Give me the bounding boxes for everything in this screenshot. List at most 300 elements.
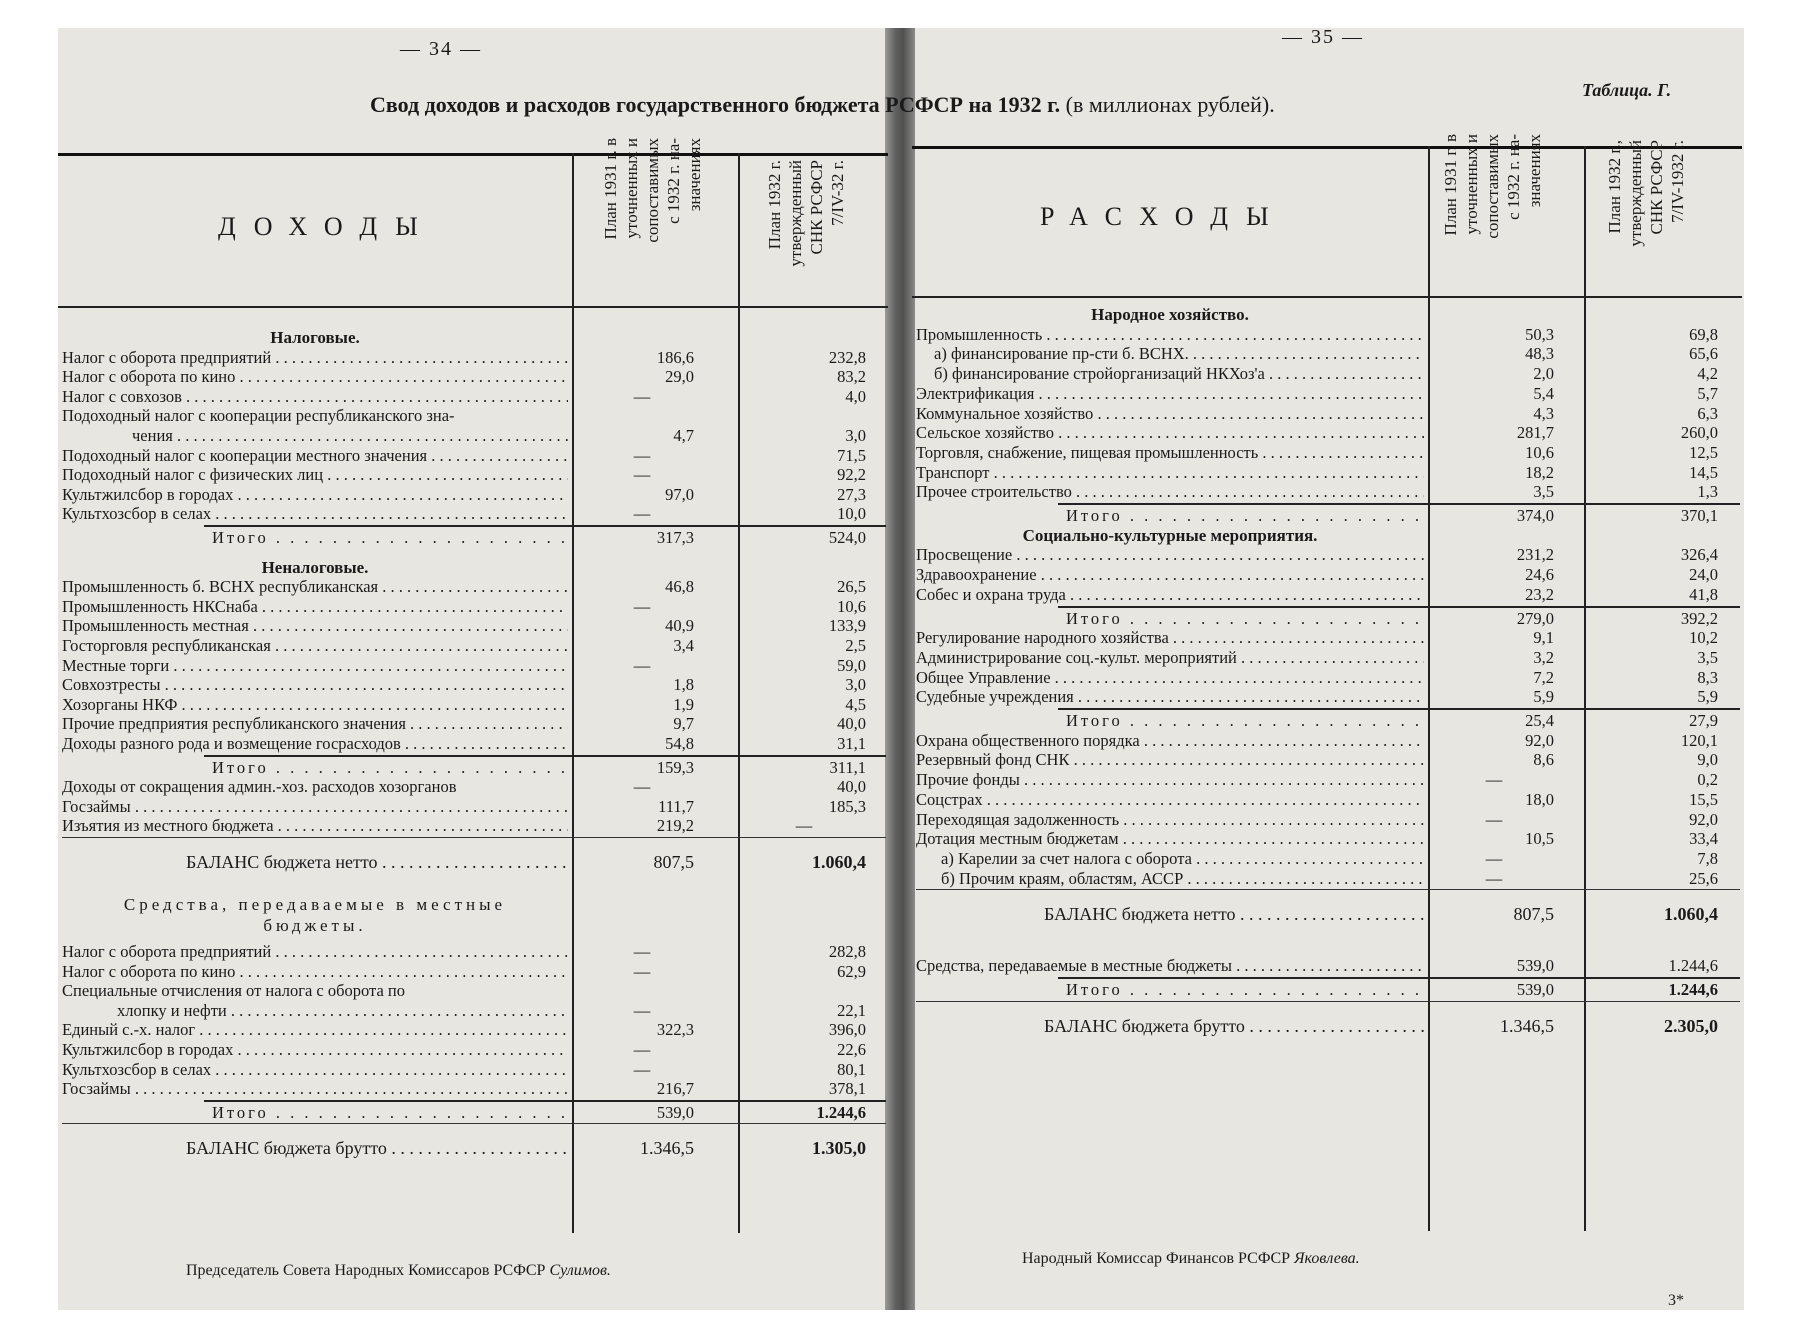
value-plan-1931: 8,6 (1533, 750, 1554, 770)
row-label: Прочие фонды . . . (916, 770, 1424, 790)
table-row (916, 482, 1740, 502)
table-row (62, 636, 886, 656)
row-label: Итого . . . (1066, 980, 1424, 1000)
value-plan-1932: 1,3 (1697, 482, 1718, 502)
right-col2-header-line: утвержденный (1626, 140, 1645, 247)
value-plan-1931: 9,7 (673, 714, 694, 734)
value-plan-1932: 15,5 (1689, 789, 1718, 809)
value-plan-1931: — (633, 961, 651, 981)
row-label: Администрирование соц.-культ. мероприятий . . . (916, 648, 1424, 668)
table-row (916, 829, 1740, 849)
table-row (916, 344, 1740, 364)
row-label: Промышленность местная . . . (62, 616, 568, 636)
table-row (916, 731, 1740, 751)
value-plan-1931: 24,6 (1525, 565, 1554, 585)
row-label: Переходящая задолженность . . . (916, 810, 1424, 830)
value-plan-1931: 317,3 (656, 528, 694, 547)
value-plan-1932: 92,2 (837, 465, 866, 485)
value-plan-1931: 3,4 (673, 636, 694, 655)
balance-row (916, 904, 1740, 924)
table-row (62, 504, 886, 524)
table-row (62, 675, 886, 695)
table-row (62, 942, 886, 962)
total-row (916, 609, 1740, 629)
left-col1-header-line: значениях (685, 138, 704, 212)
value-plan-1931: 18,2 (1525, 462, 1554, 482)
table-row (62, 1040, 886, 1060)
table-row (62, 1020, 886, 1040)
right-col2-header-line: 7/IV-1932 г. (1668, 140, 1687, 223)
value-plan-1931: 29,0 (665, 367, 694, 387)
table-row (62, 465, 886, 485)
row-label: Итого . . . (1066, 506, 1424, 526)
row-label: Культхозсбор в селах . . . (62, 504, 568, 524)
value-plan-1931: 1,8 (673, 675, 694, 695)
row-label: Доходы от сокращения админ.-хоз. расходов хозорганов (62, 777, 457, 797)
row-label: Сельское хозяйство . . . (916, 423, 1424, 443)
value-plan-1931: 216,7 (656, 1079, 694, 1099)
value-plan-1931: 9,1 (1533, 628, 1554, 648)
total-rule (204, 525, 886, 527)
balance-row (62, 1138, 886, 1158)
value-plan-1932: 3,0 (845, 426, 866, 445)
table-row (62, 406, 886, 426)
table-row (916, 790, 1740, 810)
table-row (916, 423, 1740, 443)
row-label: хлопку и нефти . . . (117, 1001, 568, 1021)
row-label: Итого . . . (212, 528, 568, 548)
value-plan-1932: 524,0 (828, 528, 866, 547)
value-plan-1932: 12,5 (1689, 442, 1718, 462)
value-plan-1931: 7,2 (1533, 667, 1554, 687)
value-plan-1932: 65,6 (1689, 344, 1718, 364)
row-label: Здравоохранение . . . (916, 565, 1424, 585)
value-plan-1931: 23,2 (1525, 584, 1554, 604)
row-label: Общее Управление . . . (916, 668, 1424, 688)
row-label: Налог с оборота предприятий . . . (62, 348, 568, 368)
value-plan-1932: 4,0 (845, 386, 866, 406)
left-col1-header-line: сопоставимых (643, 138, 662, 243)
value-plan-1931: 111,7 (658, 796, 694, 816)
value-plan-1931: — (1485, 770, 1503, 790)
row-label: Прочее строительство . . . (916, 482, 1424, 502)
right-col1-header-line: План 1931 г. в (1441, 134, 1460, 236)
table-row (62, 777, 886, 797)
value-plan-1931: — (633, 1040, 651, 1059)
value-plan-1932: 185,3 (828, 796, 866, 816)
table-row (62, 426, 886, 446)
value-plan-1932: 5,9 (1697, 687, 1718, 707)
value-plan-1932: 396,0 (828, 1020, 866, 1040)
row-label: а) финансирование пр-сти б. ВСНХ. . . . (934, 344, 1424, 364)
value-plan-1932: 31,1 (837, 734, 866, 753)
table-row (916, 384, 1740, 404)
balance-row (62, 852, 886, 872)
table-row (916, 404, 1740, 424)
value-plan-1931: 10,6 (1525, 442, 1554, 462)
value-plan-1932: 24,0 (1689, 565, 1718, 585)
value-plan-1931: 48,3 (1525, 344, 1554, 364)
row-label: Коммунальное хозяйство . . . (916, 404, 1424, 424)
value-plan-1932: 8,3 (1697, 667, 1718, 687)
value-plan-1931: 25,4 (1525, 711, 1554, 730)
table-row (62, 367, 886, 387)
value-plan-1932: 25,6 (1689, 868, 1718, 888)
value-plan-1931: 54,8 (665, 734, 694, 753)
value-plan-1931: 1,9 (673, 694, 694, 714)
value-plan-1932: 9,0 (1697, 750, 1718, 770)
left-col2-header-line: утвержденный (786, 160, 805, 267)
row-label: Транспорт . . . (916, 463, 1424, 483)
value-plan-1932: 1.060,4 (1664, 904, 1718, 925)
value-plan-1932: — (795, 816, 813, 836)
table-row (62, 446, 886, 466)
table-row (62, 962, 886, 982)
footer-right-signature: Яковлева. (1294, 1250, 1360, 1267)
value-plan-1931: 374,0 (1516, 506, 1554, 525)
value-plan-1932: 370,1 (1680, 506, 1718, 525)
value-plan-1932: 6,3 (1697, 403, 1718, 423)
table-row (916, 770, 1740, 790)
left-col1-header-line: уточненных и (622, 138, 641, 239)
value-plan-1931: 539,0 (656, 1102, 694, 1122)
row-label: Промышленность . . . (916, 325, 1424, 345)
value-plan-1932: 62,9 (837, 961, 866, 981)
value-plan-1931: — (633, 942, 651, 961)
table-row (916, 628, 1740, 648)
value-plan-1931: — (633, 1059, 651, 1079)
value-plan-1932: 14,5 (1689, 462, 1718, 482)
value-plan-1932: 27,3 (837, 484, 866, 504)
value-plan-1932: 120,1 (1680, 730, 1718, 750)
total-row (62, 528, 886, 548)
footer-left-text: Председатель Совета Народных Комиссаров РСФСР (186, 1262, 546, 1279)
right-header-rule (912, 296, 1742, 298)
value-plan-1931: 3,5 (1533, 482, 1554, 502)
table-row (916, 750, 1740, 770)
value-plan-1932: 5,7 (1697, 383, 1718, 403)
balance-rule (62, 837, 886, 838)
row-label: Промышленность НКСнаба . . . (62, 597, 568, 617)
row-label: БАЛАНС бюджета нетто . . . (1044, 904, 1424, 924)
value-plan-1931: 4,3 (1533, 403, 1554, 423)
table-row (62, 816, 886, 836)
table-row (916, 849, 1740, 869)
total-row (916, 506, 1740, 526)
table-row (62, 387, 886, 407)
section-heading: Налоговые. (270, 328, 360, 347)
value-plan-1931: — (1485, 848, 1503, 868)
value-plan-1931: 46,8 (665, 577, 694, 597)
section-heading: Неналоговые. (261, 557, 369, 577)
table-row (916, 668, 1740, 688)
value-plan-1932: 59,0 (837, 655, 866, 675)
value-plan-1931: 10,5 (1525, 829, 1554, 849)
value-plan-1932: 1.244,6 (816, 1102, 866, 1122)
section-heading: Народное хозяйство. (1091, 305, 1249, 324)
value-plan-1932: 33,4 (1689, 829, 1718, 849)
value-plan-1931: — (633, 386, 651, 406)
value-plan-1931: 1.346,5 (640, 1138, 694, 1159)
row-label: Культжилсбор в городах . . . (62, 1040, 568, 1060)
table-row (62, 577, 886, 597)
row-label: чения . . . (132, 426, 568, 446)
value-plan-1931: 2,0 (1533, 364, 1554, 384)
value-plan-1932: 10,6 (837, 596, 866, 616)
row-label: Госзаймы . . . (62, 1079, 568, 1099)
balance-rule (916, 889, 1740, 890)
table-row (916, 585, 1740, 605)
footer-right (1022, 1250, 1360, 1268)
row-label: Собес и охрана труда . . . (916, 585, 1424, 605)
value-plan-1931: 539,0 (1516, 956, 1554, 976)
value-plan-1931: — (633, 445, 651, 465)
value-plan-1932: 392,2 (1680, 608, 1718, 628)
value-plan-1931: 3,2 (1533, 647, 1554, 667)
value-plan-1932: 80,1 (837, 1059, 866, 1079)
row-label: б) Прочим краям, областям, АССР . . . (941, 869, 1424, 889)
value-plan-1931: — (633, 655, 651, 675)
value-plan-1931: 219,2 (656, 816, 694, 836)
total-row (916, 711, 1740, 731)
right-col1-header-line: сопоставимых (1483, 134, 1502, 239)
table-row (916, 545, 1740, 565)
total-rule (1058, 708, 1740, 710)
right-col2-header-line: СНК РСФСР (1647, 140, 1666, 235)
row-label: Просвещение . . . (916, 545, 1424, 565)
value-plan-1931: — (633, 465, 651, 485)
value-plan-1932: 40,0 (837, 777, 866, 797)
value-plan-1932: 41,8 (1689, 584, 1718, 604)
balance-row (916, 1016, 1740, 1036)
table-row (62, 1001, 886, 1021)
row-label: БАЛАНС бюджета брутто . . . (1044, 1016, 1424, 1036)
row-label: Культжилсбор в городах . . . (62, 485, 568, 505)
table-row (916, 956, 1740, 976)
value-plan-1931: — (1485, 809, 1503, 829)
value-plan-1931: 807,5 (653, 852, 694, 872)
value-plan-1932: 69,8 (1689, 324, 1718, 344)
row-label: Госзаймы . . . (62, 797, 568, 817)
value-plan-1932: 133,9 (828, 616, 866, 636)
row-label: Промышленность б. ВСНХ республиканская . . . (62, 577, 568, 597)
title-unit: (в миллионах рублей). (1065, 92, 1275, 117)
value-plan-1931: 322,3 (656, 1020, 694, 1040)
table-row (916, 869, 1740, 889)
right-col1-header-line: значениях (1525, 134, 1544, 208)
table-row (62, 695, 886, 715)
table-row (62, 616, 886, 636)
table-row (916, 648, 1740, 668)
table-row (62, 1060, 886, 1080)
value-plan-1932: 26,5 (837, 577, 866, 597)
table-row (916, 810, 1740, 830)
row-label: Культхозсбор в селах . . . (62, 1060, 568, 1080)
row-label: Итого . . . (1066, 711, 1424, 731)
row-label: Охрана общественного порядка . . . (916, 731, 1424, 751)
left-col1-header-line: с 1932 г. на- (664, 138, 683, 224)
value-plan-1932: 22,1 (837, 1000, 866, 1020)
row-label: Резервный фонд СНК . . . (916, 750, 1424, 770)
value-plan-1931: 5,4 (1533, 383, 1554, 403)
value-plan-1932: 1.305,0 (812, 1138, 866, 1159)
value-plan-1931: 281,7 (1516, 423, 1554, 443)
row-label: Налог с совхозов . . . (62, 387, 568, 407)
value-plan-1932: 0,2 (1697, 770, 1718, 790)
row-label: БАЛАНС бюджета брутто . . . (186, 1138, 568, 1158)
row-label: Дотация местным бюджетам . . . (916, 829, 1424, 849)
footer-left (186, 1262, 611, 1280)
value-plan-1931: 97,0 (665, 484, 694, 504)
value-plan-1932: 1.244,6 (1668, 980, 1718, 999)
row-label: Госторговля республиканская . . . (62, 636, 568, 656)
table-row (62, 797, 886, 817)
row-label: Подоходный налог с физических лиц . . . (62, 465, 568, 485)
row-label: Электрификация . . . (916, 384, 1424, 404)
row-label: Итого . . . (1066, 609, 1424, 629)
value-plan-1932: 232,8 (828, 347, 866, 367)
row-label: Налог с оборота по кино . . . (62, 367, 568, 387)
row-label: Соцстрах . . . (916, 790, 1424, 810)
table-row (62, 348, 886, 368)
row-label: Налог с оборота предприятий . . . (62, 942, 568, 962)
row-label: Итого . . . (212, 758, 568, 778)
table-row (62, 981, 886, 1001)
table-row (916, 463, 1740, 483)
value-plan-1931: 231,2 (1516, 545, 1554, 565)
value-plan-1931: 1.346,5 (1500, 1015, 1554, 1036)
value-plan-1932: 71,5 (837, 445, 866, 465)
row-label: Изъятия из местного бюджета . . . (62, 816, 568, 836)
balance-rule (62, 1123, 886, 1124)
footer-right-text: Народный Комиссар Финансов РСФСР (1022, 1250, 1291, 1267)
value-plan-1931: 5,9 (1533, 687, 1554, 707)
page-number-right: — 35 — (1282, 26, 1364, 48)
row-label: БАЛАНС бюджета нетто . . . (186, 852, 568, 872)
table-row (62, 1079, 886, 1099)
total-row (62, 1103, 886, 1123)
left-col2-header-line: 7/IV-32 г. (828, 160, 847, 226)
expense-header: РАСХОДЫ (1040, 202, 1287, 231)
value-plan-1932: 3,0 (845, 675, 866, 695)
corner-mark: 3* (1668, 1292, 1684, 1309)
value-plan-1932: 1.244,6 (1668, 956, 1718, 976)
table-row (62, 485, 886, 505)
value-plan-1932: 92,0 (1689, 809, 1718, 829)
value-plan-1931: — (633, 1000, 651, 1020)
row-label: Прочие предприятия республиканского значения . . . (62, 714, 568, 734)
left-col1-header-line: План 1931 г. в (601, 138, 620, 240)
row-label: Единый с.-х. налог . . . (62, 1020, 568, 1040)
total-rule (1058, 606, 1740, 608)
value-plan-1931: 539,0 (1516, 980, 1554, 999)
value-plan-1932: 40,0 (837, 714, 866, 734)
right-col1-header-line: уточненных и (1462, 134, 1481, 235)
table-row (916, 325, 1740, 345)
value-plan-1932: 10,0 (837, 504, 866, 524)
transfer-section-heading: Средства, передаваемые в местные бюджеты. (123, 895, 507, 935)
value-plan-1932: 4,2 (1697, 364, 1718, 384)
balance-rule (916, 1001, 1740, 1002)
value-plan-1932: 378,1 (828, 1079, 866, 1099)
value-plan-1932: 7,8 (1697, 848, 1718, 868)
value-plan-1932: 22,6 (837, 1040, 866, 1059)
value-plan-1932: 1.060,4 (812, 852, 866, 872)
title-text: Свод доходов и расходов государственного бюджета РСФСР на 1932 г. (370, 92, 1061, 117)
row-label: Итого . . . (212, 1103, 568, 1123)
total-rule (204, 755, 886, 757)
total-rule (1058, 503, 1740, 505)
value-plan-1931: 18,0 (1525, 789, 1554, 809)
row-label: Хозорганы НКФ . . . (62, 695, 568, 715)
table-row (916, 364, 1740, 384)
value-plan-1931: — (633, 596, 651, 616)
table-row (916, 687, 1740, 707)
document-title (370, 92, 1275, 118)
row-label: Регулирование народного хозяйства . . . (916, 628, 1424, 648)
value-plan-1931: — (633, 504, 651, 524)
table-row (916, 443, 1740, 463)
row-label: Местные торги . . . (62, 656, 568, 676)
revenue-header: ДОХОДЫ (218, 212, 436, 241)
row-label: а) Карелии за счет налога с оборота . . . (941, 849, 1424, 869)
footer-left-signature: Сулимов. (549, 1262, 611, 1279)
left-col2-header-line: План 1932 г. (765, 160, 784, 250)
value-plan-1932: 282,8 (828, 942, 866, 961)
value-plan-1931: 159,3 (656, 757, 694, 777)
total-rule (204, 1100, 886, 1102)
value-plan-1932: 260,0 (1680, 423, 1718, 443)
right-col2-header-line: План 1932 г., (1605, 140, 1624, 234)
value-plan-1932: 2,5 (845, 636, 866, 655)
row-label: Подоходный налог с кооперации республиканского зна- (62, 406, 455, 426)
table-row (62, 656, 886, 676)
left-header-rule (58, 306, 888, 308)
table-row (62, 597, 886, 617)
value-plan-1931: 40,9 (665, 616, 694, 636)
value-plan-1932: 10,2 (1689, 628, 1718, 648)
total-row (62, 758, 886, 778)
value-plan-1932: 27,9 (1689, 711, 1718, 730)
row-label: Доходы разного рода и возмещение госрасходов . . . (62, 734, 568, 754)
table-label: Таблица. Г. (1582, 80, 1672, 100)
table-row (62, 714, 886, 734)
value-plan-1932: 326,4 (1680, 545, 1718, 565)
row-label: Специальные отчисления от налога с оборота по (62, 981, 405, 1001)
left-top-rule (58, 153, 888, 156)
section-heading: Социально-культурные мероприятия. (1022, 525, 1318, 545)
row-label: Подоходный налог с кооперации местного значения . . . (62, 446, 568, 466)
value-plan-1931: 807,5 (1513, 904, 1554, 925)
page-number-left: — 34 — (400, 38, 482, 60)
value-plan-1932: 311,1 (829, 757, 866, 777)
row-label: Судебные учреждения . . . (916, 687, 1424, 707)
value-plan-1932: 4,5 (845, 694, 866, 714)
value-plan-1932: 3,5 (1697, 647, 1718, 667)
right-col1-header-line: с 1932 г. на- (1504, 134, 1523, 220)
total-rule (1058, 977, 1740, 979)
row-label: Средства, передаваемые в местные бюджеты . . . (916, 956, 1424, 976)
row-label: Налог с оборота по кино . . . (62, 962, 568, 982)
value-plan-1931: 4,7 (673, 426, 694, 445)
table-row (916, 565, 1740, 585)
table-row (62, 734, 886, 754)
total-row (916, 980, 1740, 1000)
value-plan-1931: 50,3 (1525, 324, 1554, 344)
value-plan-1931: 186,6 (656, 347, 694, 367)
row-label: б) финансирование стройорганизаций НКХоз'а . . . (934, 364, 1424, 384)
value-plan-1932: 2.305,0 (1664, 1015, 1718, 1036)
